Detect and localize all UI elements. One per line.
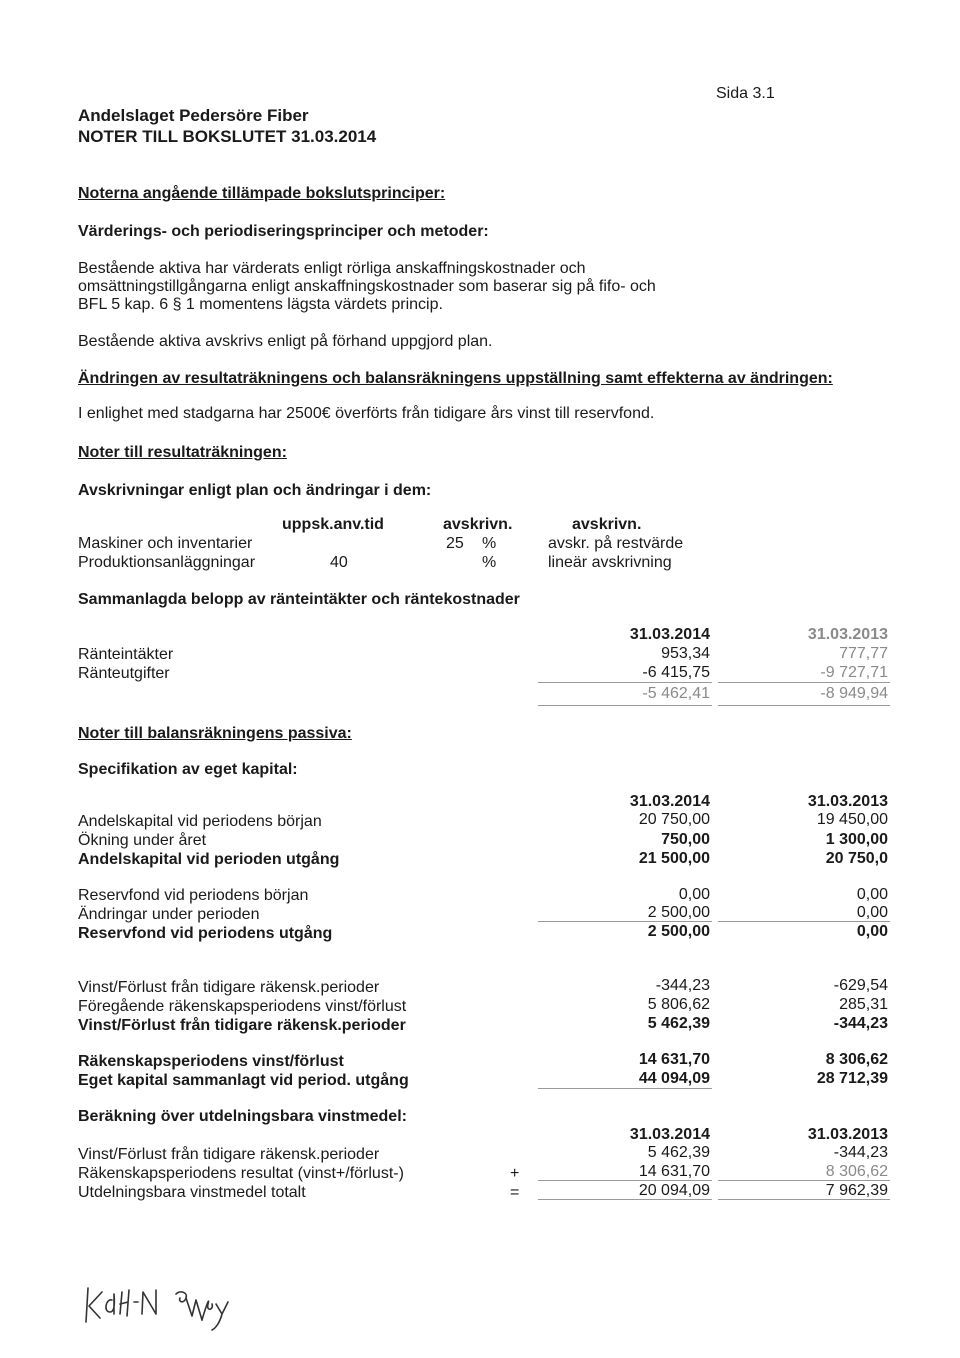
sum-line — [538, 705, 712, 706]
distributable-row-2014: 5 462,39 — [647, 1144, 710, 1161]
valuation-subheading: Värderings- och periodiseringsprinciper och metoder: — [78, 223, 489, 240]
sum-line — [718, 1199, 890, 1200]
equity-row-2014: 750,00 — [661, 831, 710, 848]
distributable-row-label: Räkenskapsperiodens resultat (vinst+/förlust-) — [78, 1165, 404, 1182]
col-date-2013: 31.03.2013 — [807, 793, 888, 810]
principles-heading: Noterna angående tillämpade bokslutsprinciper: — [78, 185, 446, 202]
sum-line — [538, 1088, 712, 1089]
period-profit-label: Räkenskapsperiodens vinst/förlust — [78, 1053, 344, 1070]
depr-row-label: Produktionsanläggningar — [78, 554, 256, 571]
equity-row-label: Andelskapital vid perioden utgång — [78, 851, 340, 868]
col-useful-life: uppsk.anv.tid — [282, 516, 384, 533]
period-profit-2014: 14 631,70 — [638, 1051, 710, 1068]
col-date-2013: 31.03.2013 — [807, 626, 888, 643]
equity-row-2014: 21 500,00 — [638, 850, 710, 867]
reserve-row-label: Reservfond vid periodens början — [78, 887, 309, 904]
profit-row-2014: 5 806,62 — [647, 996, 710, 1013]
profit-row-2014: 5 462,39 — [647, 1015, 710, 1032]
depr-row-rate: 25 — [446, 535, 464, 552]
reserve-row-2014: 2 500,00 — [647, 904, 710, 921]
distributable-row-2013: 8 306,62 — [825, 1163, 888, 1180]
changes-text: I enlighet med stadgarna har 2500€ överförts från tidigare års vinst till reservfond. — [78, 405, 655, 422]
col-depreciation-rate: avskrivn. — [443, 516, 513, 533]
col-date-2014: 31.03.2014 — [629, 793, 710, 810]
distributable-total-label: Utdelningsbara vinstmedel totalt — [78, 1184, 306, 1201]
income-notes-heading: Noter till resultaträkningen: — [78, 444, 287, 461]
equity-row-2013: 20 750,0 — [825, 850, 888, 867]
profit-row-2014: -344,23 — [655, 977, 710, 994]
profit-row-2013: -344,23 — [833, 1015, 888, 1032]
depr-row-method: avskr. på restvärde — [548, 535, 684, 552]
total-equity-label: Eget kapital sammanlagt vid period. utgång — [78, 1072, 409, 1089]
col-depreciation-method: avskrivn. — [572, 516, 642, 533]
interest-income-label: Ränteintäkter — [78, 646, 174, 663]
depr-row-unit: % — [482, 554, 497, 571]
reserve-row-2014: 2 500,00 — [647, 923, 710, 940]
depreciation-heading: Avskrivningar enligt plan och ändringar i dem: — [78, 482, 432, 499]
col-date-2014: 31.03.2014 — [629, 1126, 710, 1143]
depr-row-method: lineär avskrivning — [548, 554, 672, 571]
col-date-2014: 31.03.2014 — [629, 626, 710, 643]
reserve-row-2013: 0,00 — [856, 904, 888, 921]
reserve-row-2014: 0,00 — [678, 886, 710, 903]
changes-heading: Ändringen av resultaträkningens och balansräkningens uppställning samt effekterna av ändringen: — [78, 370, 833, 387]
profit-row-label: Vinst/Förlust från tidigare räkensk.perioder — [78, 1017, 406, 1034]
sum-line — [718, 705, 890, 706]
company-name: Andelslaget Pedersöre Fiber — [78, 106, 309, 125]
sum-line — [538, 1199, 712, 1200]
equity-heading: Specifikation av eget kapital: — [78, 761, 298, 778]
interest-total-2013: -8 949,94 — [820, 685, 888, 702]
distributable-row-label: Vinst/Förlust från tidigare räkensk.perioder — [78, 1146, 380, 1163]
principles-text-line-1: Bestående aktiva har värderats enligt rörliga anskaffningskostnader och — [78, 260, 586, 277]
profit-row-2013: 285,31 — [839, 996, 888, 1013]
interest-income-2014: 953,34 — [661, 645, 710, 662]
sum-line — [718, 682, 890, 683]
principles-text-line-2: omsättningstillgångarna enligt anskaffningskostnader som baserar sig på fifo- och — [78, 278, 656, 295]
depr-row-years: 40 — [330, 554, 348, 571]
period-profit-2013: 8 306,62 — [825, 1051, 888, 1068]
sum-line — [538, 682, 712, 683]
equity-row-2013: 1 300,00 — [825, 831, 888, 848]
equity-row-label: Ökning under året — [78, 832, 207, 849]
plus-operator: + — [510, 1165, 520, 1182]
distributable-row-2013: -344,23 — [833, 1144, 888, 1161]
reserve-row-2013: 0,00 — [856, 923, 888, 940]
equity-row-label: Andelskapital vid periodens början — [78, 813, 322, 830]
reserve-row-label: Reservfond vid periodens utgång — [78, 925, 333, 942]
depreciation-plan-text: Bestående aktiva avskrivs enligt på förhand uppgjord plan. — [78, 333, 493, 350]
interest-heading: Sammanlagda belopp av ränteintäkter och räntekostnader — [78, 591, 520, 608]
total-equity-2014: 44 094,09 — [638, 1070, 710, 1087]
equity-row-2014: 20 750,00 — [638, 811, 710, 828]
signature-initials-1 — [80, 1278, 170, 1328]
equity-row-2013: 19 450,00 — [816, 811, 888, 828]
distributable-heading: Beräkning över utdelningsbara vinstmedel: — [78, 1108, 407, 1125]
interest-expense-2013: -9 727,71 — [820, 664, 888, 681]
interest-total-2014: -5 462,41 — [642, 685, 710, 702]
profit-row-label: Vinst/Förlust från tidigare räkensk.perioder — [78, 979, 380, 996]
principles-text-line-3: BFL 5 kap. 6 § 1 momentens lägsta värdets princip. — [78, 296, 443, 313]
depr-row-label: Maskiner och inventarier — [78, 535, 253, 552]
reserve-row-2013: 0,00 — [856, 886, 888, 903]
total-equity-2013: 28 712,39 — [816, 1070, 888, 1087]
interest-expense-2014: -6 415,75 — [642, 664, 710, 681]
profit-row-2013: -629,54 — [833, 977, 888, 994]
profit-row-label: Föregående räkenskapsperiodens vinst/förlust — [78, 998, 407, 1015]
page-number: Sida 3.1 — [716, 85, 775, 102]
document-title: NOTER TILL BOKSLUTET 31.03.2014 — [78, 127, 377, 146]
equals-operator: = — [510, 1184, 520, 1201]
interest-expense-label: Ränteutgifter — [78, 665, 170, 682]
distributable-total-2013: 7 962,39 — [825, 1182, 888, 1199]
depr-row-unit: % — [482, 535, 497, 552]
distributable-total-2014: 20 094,09 — [638, 1182, 710, 1199]
balance-notes-heading: Noter till balansräkningens passiva: — [78, 725, 352, 742]
reserve-row-label: Ändringar under perioden — [78, 906, 260, 923]
col-date-2013: 31.03.2013 — [807, 1126, 888, 1143]
signature-initials-2 — [172, 1286, 238, 1334]
distributable-row-2014: 14 631,70 — [638, 1163, 710, 1180]
interest-income-2013: 777,77 — [839, 645, 888, 662]
